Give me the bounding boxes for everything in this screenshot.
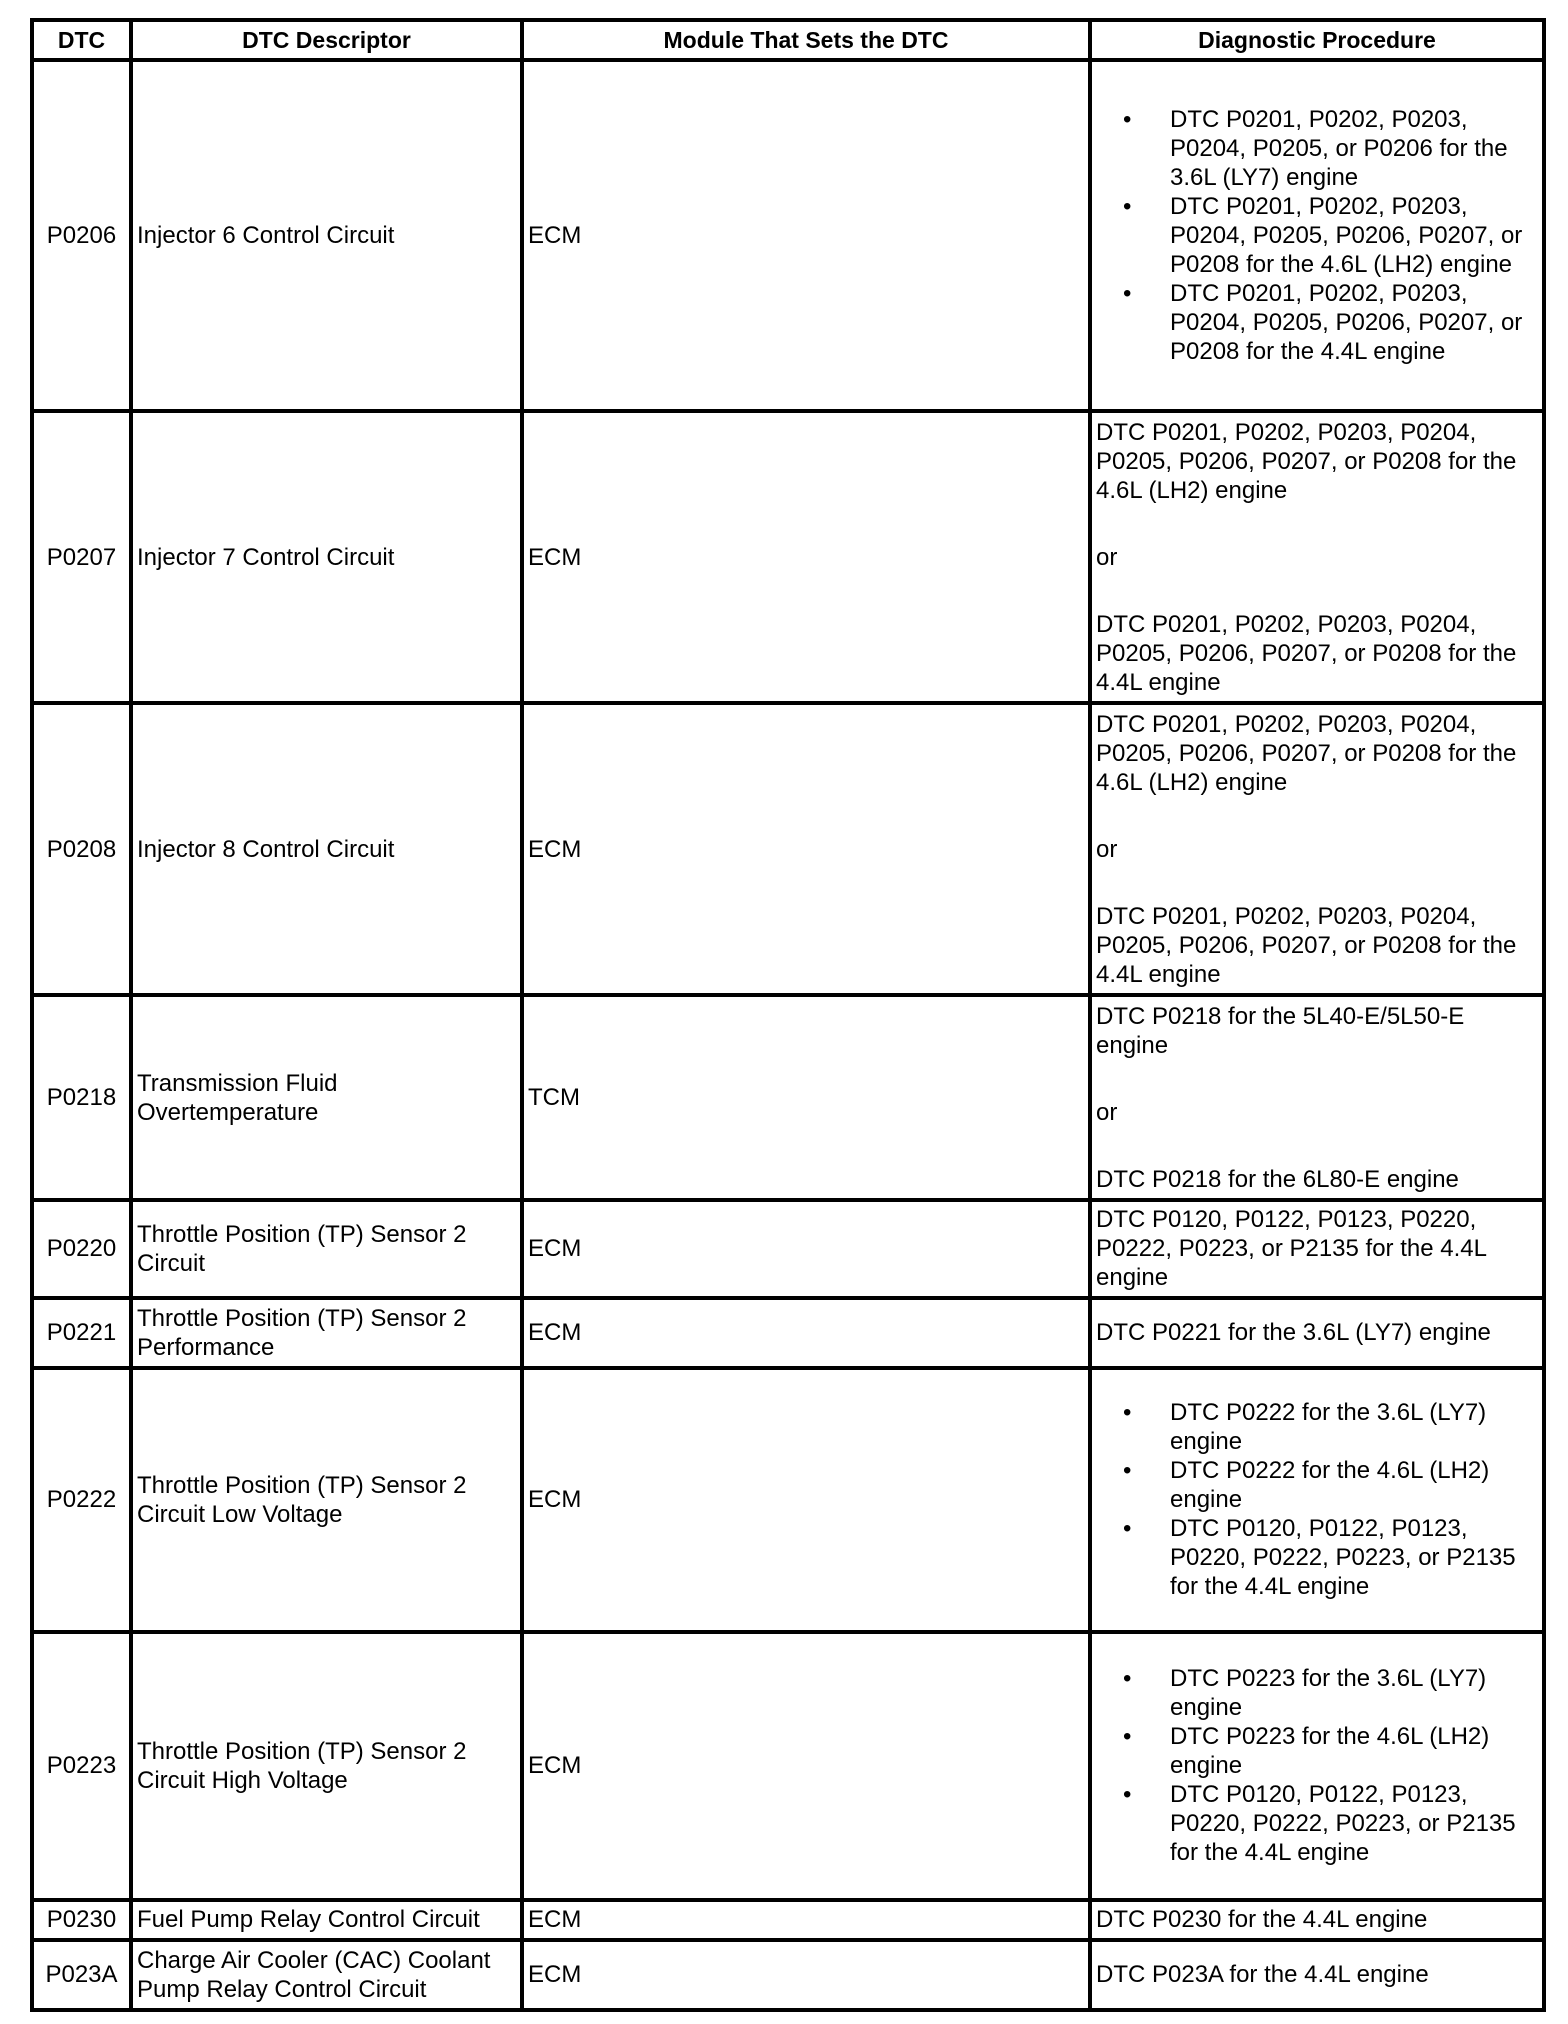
module: TCM xyxy=(522,995,1090,1199)
module: ECM xyxy=(522,1940,1090,2010)
procedure-option: DTC P0201, P0202, P0203, P0204, P0205, P0206, P0207, or P0208 for the 4.6L (LH2) engine xyxy=(1096,710,1517,796)
procedure-option: DTC P0201, P0202, P0203, P0204, P0205, P0206, P0207, or P0208 for the 4.4L engine xyxy=(1096,902,1517,988)
dtc-descriptor: Injector 7 Control Circuit xyxy=(131,411,522,703)
procedure: DTC P0230 for the 4.4L engine xyxy=(1090,1900,1544,1940)
module: ECM xyxy=(522,1900,1090,1940)
list-item: • DTC P0222 for the 3.6L (LY7) engine xyxy=(1170,1398,1538,1456)
dtc-descriptor: Transmission Fluid Overtemperature xyxy=(131,995,522,1199)
table-row xyxy=(32,995,1544,1199)
dtc-descriptor: Throttle Position (TP) Sensor 2 Circuit High Voltage xyxy=(131,1632,522,1900)
procedure xyxy=(1090,1632,1544,1900)
dtc-code: P0208 xyxy=(32,703,131,995)
dtc-code: P0220 xyxy=(32,1200,131,1298)
module: ECM xyxy=(522,703,1090,995)
procedure: DTC P0120, P0122, P0123, P0220, P0222, P0223, or P2135 for the 4.4L engine xyxy=(1090,1200,1544,1298)
list-item: • DTC P0223 for the 4.6L (LH2) engine xyxy=(1170,1722,1538,1780)
list-item: • DTC P0201, P0202, P0203, P0204, P0205, P0206, P0207, or P0208 for the 4.6L (LH2) engine xyxy=(1170,192,1538,279)
procedure xyxy=(1090,411,1544,703)
list-item: • DTC P0222 for the 4.6L (LH2) engine xyxy=(1170,1456,1538,1514)
table-row xyxy=(32,1940,1544,2010)
dtc-descriptor: Throttle Position (TP) Sensor 2 Circuit xyxy=(131,1200,522,1298)
procedure-list xyxy=(1096,1664,1538,1867)
procedure: DTC P023A for the 4.4L engine xyxy=(1090,1940,1544,2010)
dtc-code: P0207 xyxy=(32,411,131,703)
procedure xyxy=(1090,703,1544,995)
procedure xyxy=(1090,1368,1544,1632)
module: ECM xyxy=(522,1200,1090,1298)
table-row xyxy=(32,1298,1544,1368)
dtc-descriptor: Throttle Position (TP) Sensor 2 Performance xyxy=(131,1298,522,1368)
dtc-code: P0222 xyxy=(32,1368,131,1632)
procedure-or: or xyxy=(1096,835,1118,863)
dtc-code: P0230 xyxy=(32,1900,131,1940)
module: ECM xyxy=(522,1368,1090,1632)
procedure-option: DTC P0201, P0202, P0203, P0204, P0205, P0206, P0207, or P0208 for the 4.4L engine xyxy=(1096,610,1517,696)
dtc-code: P0223 xyxy=(32,1632,131,1900)
module: ECM xyxy=(522,411,1090,703)
dtc-descriptor: Injector 8 Control Circuit xyxy=(131,703,522,995)
module: ECM xyxy=(522,60,1090,411)
module: ECM xyxy=(522,1298,1090,1368)
header-row xyxy=(32,20,1544,60)
procedure-or: or xyxy=(1096,1098,1118,1126)
dtc-code: P023A xyxy=(32,1940,131,2010)
table-row xyxy=(32,1900,1544,1940)
module: ECM xyxy=(522,1632,1090,1900)
table-row xyxy=(32,411,1544,703)
dtc-descriptor: Injector 6 Control Circuit xyxy=(131,60,522,411)
procedure-option: DTC P0218 for the 5L40-E/5L50-E engine xyxy=(1096,1002,1465,1059)
header-module: Module That Sets the DTC xyxy=(522,20,1090,60)
procedure-option: DTC P0201, P0202, P0203, P0204, P0205, P0206, P0207, or P0208 for the 4.6L (LH2) engine xyxy=(1096,418,1517,504)
dtc-code: P0221 xyxy=(32,1298,131,1368)
header-descriptor: DTC Descriptor xyxy=(131,20,522,60)
procedure-option: DTC P0218 for the 6L80-E engine xyxy=(1096,1165,1459,1193)
header-procedure: Diagnostic Procedure xyxy=(1090,20,1544,60)
dtc-code: P0218 xyxy=(32,995,131,1199)
list-item: • DTC P0120, P0122, P0123, P0220, P0222, P0223, or P2135 for the 4.4L engine xyxy=(1170,1514,1538,1601)
dtc-table xyxy=(30,18,1546,2012)
procedure xyxy=(1090,995,1544,1199)
procedure-list xyxy=(1096,1398,1538,1601)
procedure: DTC P0221 for the 3.6L (LY7) engine xyxy=(1090,1298,1544,1368)
table-row xyxy=(32,1368,1544,1632)
dtc-descriptor: Throttle Position (TP) Sensor 2 Circuit Low Voltage xyxy=(131,1368,522,1632)
list-item: • DTC P0120, P0122, P0123, P0220, P0222, P0223, or P2135 for the 4.4L engine xyxy=(1170,1780,1538,1867)
dtc-descriptor: Fuel Pump Relay Control Circuit xyxy=(131,1900,522,1940)
list-item: • DTC P0223 for the 3.6L (LY7) engine xyxy=(1170,1664,1538,1722)
procedure xyxy=(1090,60,1544,411)
procedure-list xyxy=(1096,105,1538,366)
table-row xyxy=(32,1632,1544,1900)
table-row xyxy=(32,1200,1544,1298)
table-row xyxy=(32,703,1544,995)
list-item: • DTC P0201, P0202, P0203, P0204, P0205, P0206, P0207, or P0208 for the 4.4L engine xyxy=(1170,279,1538,366)
procedure-or: or xyxy=(1096,543,1118,571)
header-dtc: DTC xyxy=(32,20,131,60)
list-item: • DTC P0201, P0202, P0203, P0204, P0205, or P0206 for the 3.6L (LY7) engine xyxy=(1170,105,1538,192)
table-row xyxy=(32,60,1544,411)
dtc-code: P0206 xyxy=(32,60,131,411)
dtc-descriptor: Charge Air Cooler (CAC) Coolant Pump Relay Control Circuit xyxy=(131,1940,522,2010)
